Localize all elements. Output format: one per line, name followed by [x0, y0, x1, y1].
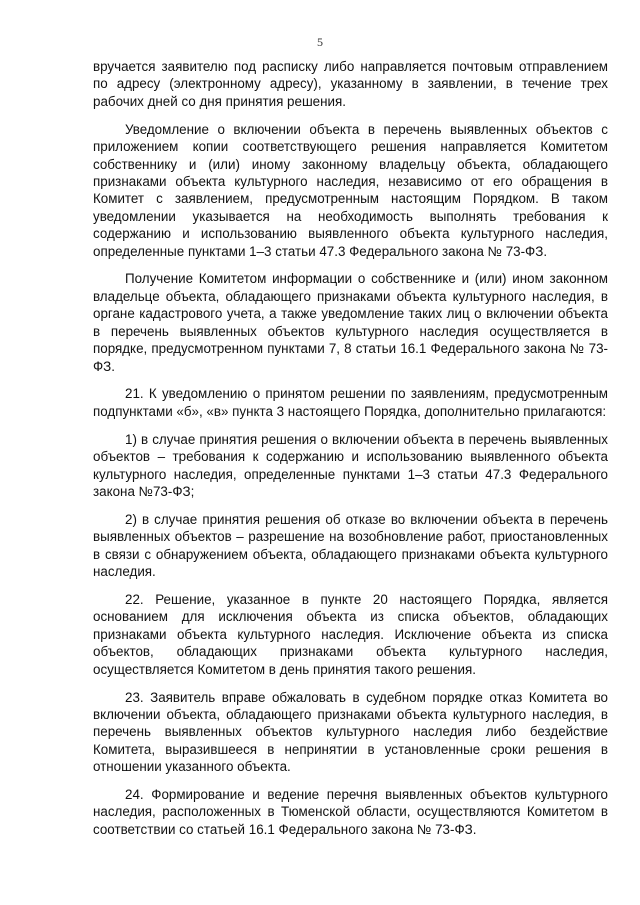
document-body — [93, 58, 608, 849]
paragraph-item-21: 21. К уведомлению о принятом решении по заявлениям, предусмотренным подпунктами «б», «в» пункта 3 настоящего Порядка, дополнительно прилагаются: — [93, 386, 608, 419]
paragraph-item-21-sub-2: 2) в случае принятия решения об отказе во включении объекта в перечень выявленных объектов – разрешение на возобновление работ, приостановленных в связи с обнаружением объекта, обладающего признаками объекта культурного наследия. — [93, 511, 608, 580]
paragraph-continuation: вручается заявителю под расписку либо направляется почтовым отправлением по адресу (электронному адресу), указанному в заявлении, в течение трех рабочих дней со дня принятия решения. — [93, 59, 608, 109]
paragraph-item-24: 24. Формирование и ведение перечня выявленных объектов культурного наследия, расположенных в Тюменской области, осуществляются Комитетом в соответствии со статьей 16.1 Федерального закона № 73-ФЗ. — [93, 787, 608, 837]
paragraph-item-22: 22. Решение, указанное в пункте 20 настоящего Порядка, является основанием для исключения объекта из списка объектов, обладающих признаками объекта культурного наследия. Исключение объекта из списка объектов, обладающих признаками объекта культурного наследия, осуществляется Комитетом в день принятия такого решения. — [93, 591, 608, 677]
page-number: 5 — [317, 35, 323, 49]
paragraph-item-21-sub-1: 1) в случае принятия решения о включении объекта в перечень выявленных объектов – требования к содержанию и использованию выявленного объекта культурного наследия, определенные пунктами 1–3 статьи 47.3 Федерального закона №73-ФЗ; — [93, 431, 608, 499]
paragraph-notification: Уведомление о включении объекта в перечень выявленных объектов с приложением копии соответствующего решения направляется Комитетом собственнику и (или) иному законному владельцу объекта, обладающего признаками объекта культурного наследия, независимо от его обращения в Комитет с заявлением, предусмотренным настоящим Порядком. В таком уведомлении указывается на необходимость выполнять требования к содержанию и использованию выявленного объекта культурного наследия, определенные пунктами 1–3 статьи 47.3 Федерального закона № 73-ФЗ. — [93, 121, 608, 259]
paragraph-item-23: 23. Заявитель вправе обжаловать в судебном порядке отказ Комитета во включении объекта, обладающего признаками объекта культурного наследия, в перечень выявленных объектов культурного наследия либо бездействие Комитета, выразившееся в непринятии в установленные сроки решения в отношении указанного объекта. — [93, 689, 608, 775]
paragraph-owner-info: Получение Комитетом информации о собственнике и (или) ином законном владельце объекта, обладающего признаками объекта культурного наследия, в органе кадастрового учета, а также уведомление таких лиц о включении объекта в перечень выявленных объектов культурного наследия осуществляется в порядке, предусмотренном пунктами 7, 8 статьи 16.1 Федерального закона № 73-ФЗ. — [93, 271, 608, 374]
